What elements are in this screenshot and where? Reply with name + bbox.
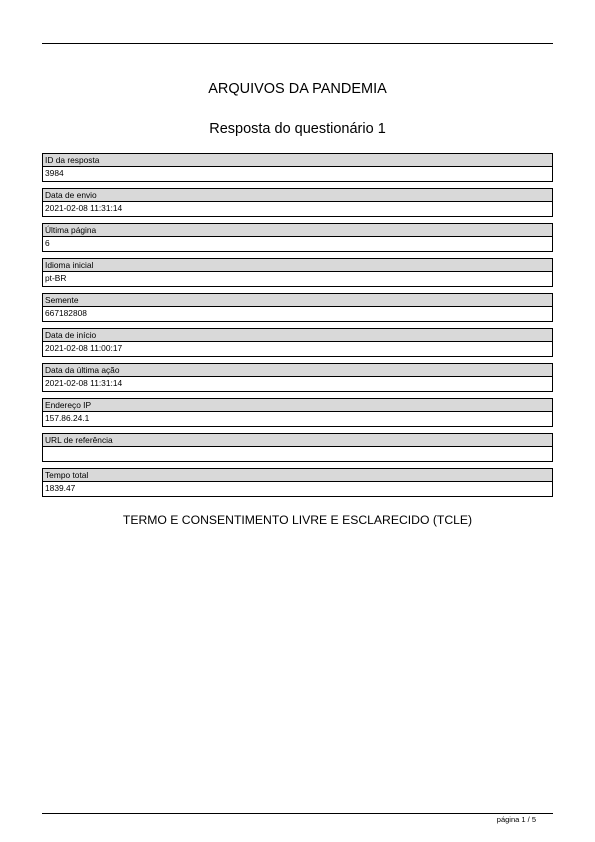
- field-label: Data de início: [42, 328, 553, 342]
- field-label: Endereço IP: [42, 398, 553, 412]
- field-label: Tempo total: [42, 468, 553, 482]
- field-last-action-date: [42, 363, 553, 392]
- field-response-id: [42, 153, 553, 182]
- field-value: 3984: [42, 167, 553, 182]
- header-rule: [42, 43, 553, 44]
- response-metadata-table: [42, 153, 553, 503]
- section-heading: TERMO E CONSENTIMENTO LIVRE E ESCLARECIDO (TCLE): [122, 513, 473, 527]
- field-label: Data da última ação: [42, 363, 553, 377]
- document-subtitle: Resposta do questionário 1: [209, 121, 386, 137]
- field-label: Última página: [42, 223, 553, 237]
- document-title: ARQUIVOS DA PANDEMIA: [208, 81, 387, 97]
- field-submit-date: [42, 188, 553, 217]
- field-value: pt-BR: [42, 272, 553, 287]
- field-label: ID da resposta: [42, 153, 553, 167]
- field-value: 2021-02-08 11:00:17: [42, 342, 553, 357]
- field-label: URL de referência: [42, 433, 553, 447]
- field-start-date: [42, 328, 553, 357]
- field-referrer-url: [42, 433, 553, 462]
- field-value: 2021-02-08 11:31:14: [42, 377, 553, 392]
- field-value: 157.86.24.1: [42, 412, 553, 427]
- field-value: 667182808: [42, 307, 553, 322]
- field-start-language: [42, 258, 553, 287]
- field-seed: [42, 293, 553, 322]
- field-value: [42, 447, 553, 462]
- field-label: Semente: [42, 293, 553, 307]
- field-value: 6: [42, 237, 553, 252]
- field-label: Idioma inicial: [42, 258, 553, 272]
- field-total-time: [42, 468, 553, 497]
- field-last-page: [42, 223, 553, 252]
- field-value: 1839.47: [42, 482, 553, 497]
- footer-rule: [42, 813, 553, 814]
- field-label: Data de envio: [42, 188, 553, 202]
- field-value: 2021-02-08 11:31:14: [42, 202, 553, 217]
- field-ip-address: [42, 398, 553, 427]
- page-number: página 1 / 5: [496, 815, 536, 824]
